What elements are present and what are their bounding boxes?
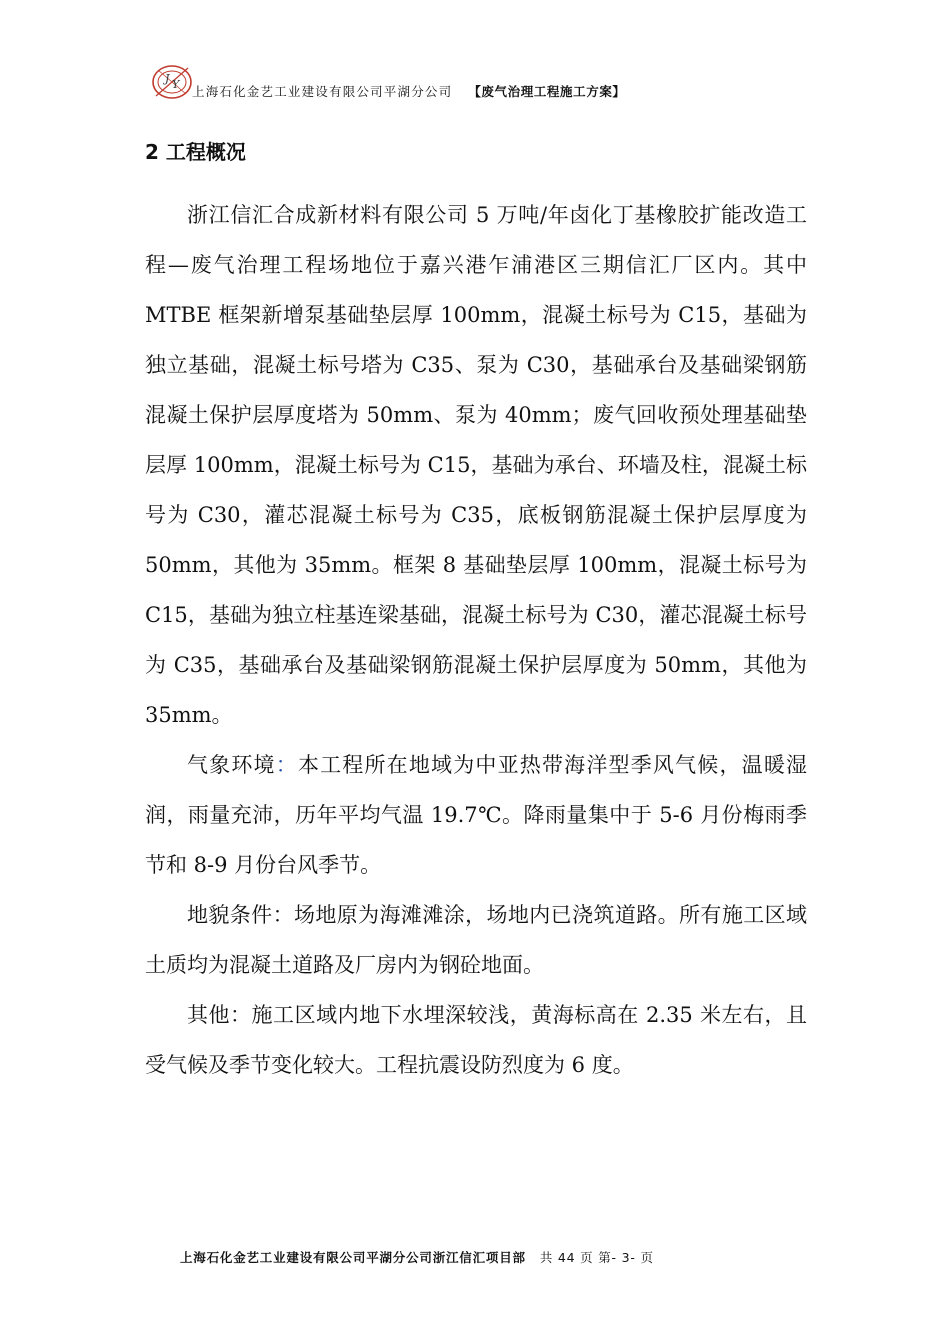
header-document-title: 【废气治理工程施工方案】 <box>468 84 626 99</box>
header-company: 上海石化金艺工业建设有限公司平湖分公司 <box>192 84 453 99</box>
paragraph-climate <box>145 740 807 890</box>
paragraph-terrain: 地貌条件：场地原为海滩滩涂，场地内已浇筑道路。所有施工区域土质均为混凝土道路及厂房内为钢砼地面。 <box>145 903 807 977</box>
climate-colon: ： <box>275 753 298 777</box>
header-text <box>192 82 626 100</box>
jy-company-logo-icon <box>150 60 198 104</box>
climate-text: 本工程所在地域为中亚热带海洋型季风气候，温暖湿润，雨量充沛，历年平均气温 19.7℃。降雨量集中于 5-6 月份梅雨季节和 8-9 月份台风季节。 <box>145 753 808 877</box>
svg-text:J: J <box>165 72 170 85</box>
page-footer <box>180 1248 800 1266</box>
section-title: 2 工程概况 <box>145 140 246 164</box>
footer-page-number: 共 44 页 第- 3- 页 <box>539 1250 654 1265</box>
paragraph-other: 其他：施工区域内地下水埋深较浅，黄海标高在 2.35 米左右，且受气候及季节变化较大。工程抗震设防烈度为 6 度。 <box>145 1003 807 1077</box>
paragraph-overview: 浙江信汇合成新材料有限公司 5 万吨/年卤化丁基橡胶扩能改造工程—废气治理工程场地位于嘉兴港乍浦港区三期信汇厂区内。其中 MTBE 框架新增泵基础垫层厚 100mm，混凝土标号为 C15，基础为独立基础，混凝土标号塔为 C35、泵为 C30，基础承台及基础梁钢筋混凝土保护层厚度塔为 50mm、泵为 40mm；废气回收预处理基础垫层厚 100mm，混凝土标号为 C15，基础为承台、环墙及柱，混凝土标号为 C30，灌芯混凝土标号为 C35，底板钢筋混凝土保护层厚度为 50mm，其他为 35mm。框架 8 基础垫层厚 100mm，混凝土标号为 C15，基础为独立柱基连梁基础，混凝土标号为 C30，灌芯混凝土标号为 C35，基础承台及基础梁钢筋混凝土保护层厚度为 50mm，其他为 35mm。 <box>145 203 807 727</box>
svg-text:Y: Y <box>172 78 180 91</box>
climate-label: 气象环境 <box>187 753 276 777</box>
footer-org: 上海石化金艺工业建设有限公司平湖分公司浙江信汇项目部 <box>180 1250 526 1265</box>
header-divider <box>150 106 800 107</box>
page-header <box>150 60 800 110</box>
document-body <box>145 190 807 1090</box>
